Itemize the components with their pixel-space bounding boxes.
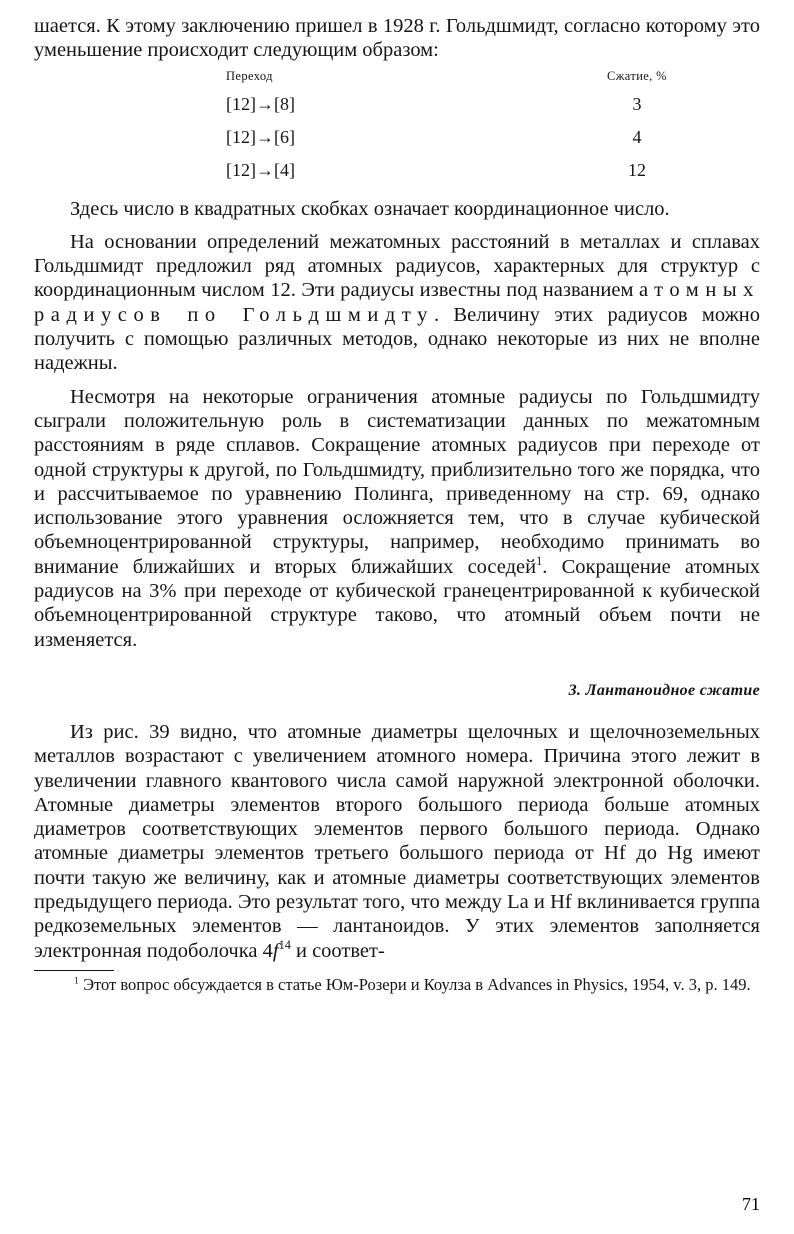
paragraph-goldschmidt-radii [34, 230, 760, 376]
footnote-divider [34, 970, 114, 971]
orbital-letter: f [272, 939, 279, 962]
table-row [226, 88, 682, 121]
compression-cell: 12 [628, 159, 646, 180]
section-heading: 3. Лантаноидное сжатие [568, 681, 760, 699]
header-compression: Сжатие, % [607, 69, 667, 84]
paragraph-coordination: Здесь число в квадратных скобках означает координационное число. [70, 197, 670, 220]
header-transition: Переход [226, 69, 273, 84]
footnote [34, 975, 760, 995]
spaced-term: атомных радиусов по Гольдшмидту [34, 279, 760, 326]
page-number: 71 [742, 1194, 760, 1214]
table-row [226, 121, 682, 154]
transition-cell: [12]→[4] [226, 159, 295, 180]
footnote-reference: 1 [536, 553, 543, 568]
orbital-superscript: 14 [278, 937, 291, 952]
transition-cell: [12]→[8] [226, 93, 295, 114]
text-run: Из рис. 39 видно, что атомные диаметры щелочных и щелочноземельных металлов возрастают с увеличением атомного номера. Причина этого лежит в увеличении главного квантового числа самой наружной электронной оболочки. Атомные диаметры элементов второго большого периода больше атомных диаметров соответствующих элементов первого большого периода. Однако атомные диаметры элементов третьего большого периода от Hf до Hg имеют почти такую же величину, как и атомные диаметры соответствующих элементов предыдущего периода. Это результат того, что между La и Hf вклинивается группа редкоземельных элементов — лантаноидов. У этих элементов заполняется электронная подоболочка 4 [34, 720, 760, 962]
footnote-text: Этот вопрос обсуждается в статье Юм-Розери и Коулза в Advances in Physics, 1954, v. 3, p. 149. [78, 974, 751, 994]
paragraph-lanthanide [34, 720, 760, 963]
compression-table [226, 66, 682, 187]
compression-cell: 3 [632, 93, 642, 114]
paragraph-limitations [34, 385, 760, 652]
footnote-number: 1 [74, 975, 79, 987]
paragraph-continuation: шается. К этому заключению пришел в 1928 г. Гольдшмидт, согласно которому это уменьшение происходит следующим образом: [34, 15, 760, 62]
table-row [226, 154, 682, 187]
table-header-row [226, 66, 682, 88]
transition-cell: [12]→[6] [226, 126, 295, 147]
text-run: . Сокращение атомных радиусов на 3% при переходе от кубической гранецентрированной к кубической объемноцентрированной структуре таково, что атомный объем почти не изменяется. [34, 555, 760, 651]
text-run: . Величину этих радиусов можно получить с помощью различных методов, однако некоторые из них не вполне надежны. [34, 303, 761, 375]
compression-cell: 4 [632, 126, 642, 147]
text-run: и соответ- [290, 939, 385, 962]
book-page [34, 14, 760, 995]
text-run: На основании определений межатомных расстояний в металлах и сплавах Гольдшмидт предложил ряд атомных радиусов, характерных для структур с координационным числом 12. Эти радиусы известны под названием [34, 230, 760, 302]
text-run: Несмотря на некоторые ограничения атомные радиусы по Гольдшмидту сыграли положительную роль в систематизации данных по межатомным расстояниям в ряде сплавов. Сокращение атомных радиусов при переходе от одной структуры к другой, по Гольдшмидту, приблизительно того же порядка, что и рассчитываемое по уравнению Полинга, приведенному на стр. 69, однако использование этого уравнения осложняется тем, что в случае кубической объемноцентрированной структуры, например, необходимо принимать во внимание ближайших и вторых ближайших соседей [34, 385, 760, 578]
